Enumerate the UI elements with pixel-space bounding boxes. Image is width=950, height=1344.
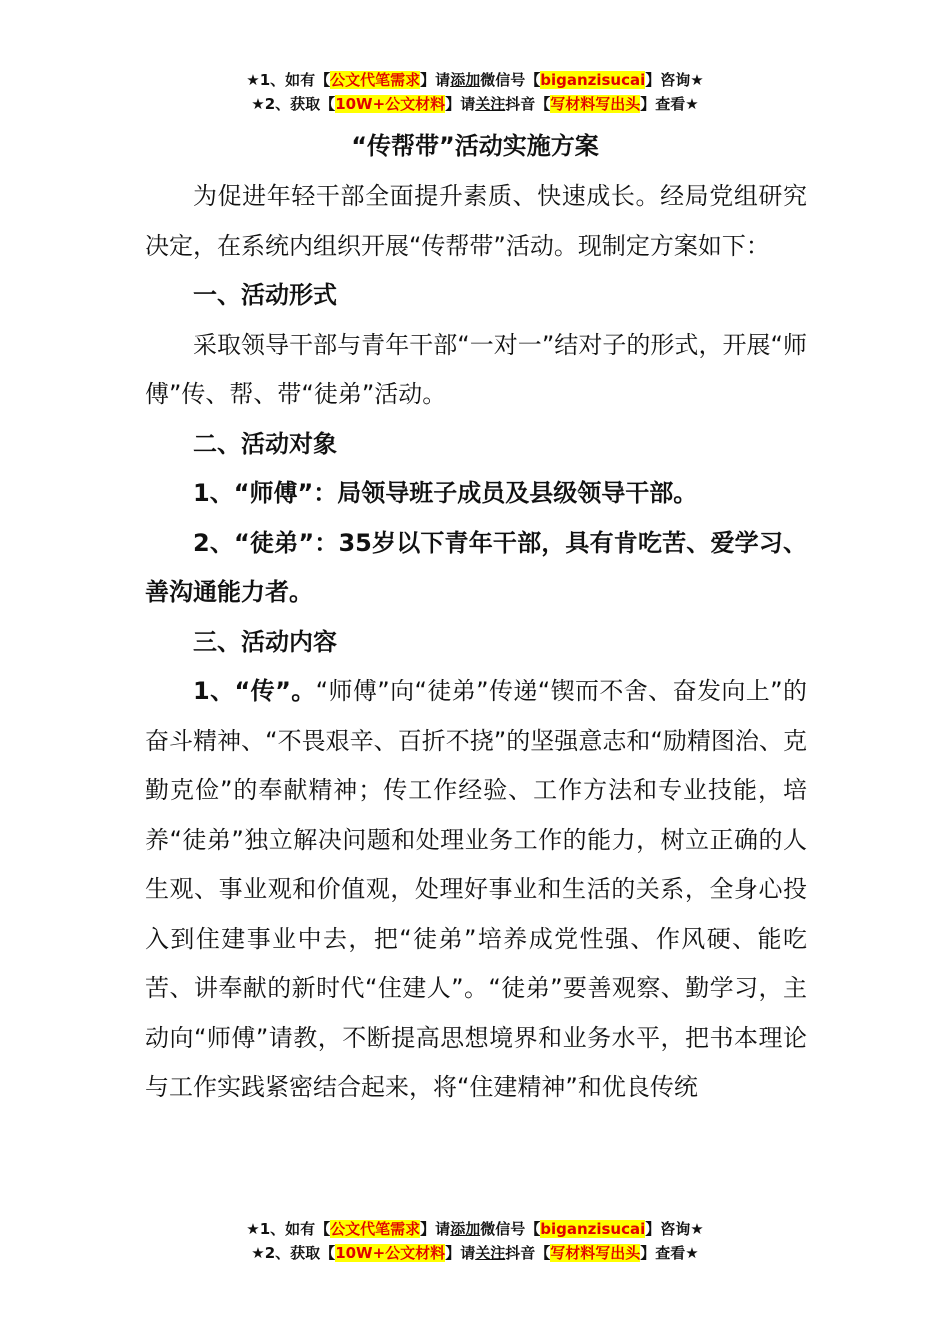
document-body bbox=[145, 172, 807, 1113]
banner-text: ★2、获取【 bbox=[251, 95, 336, 113]
list-item bbox=[145, 667, 807, 1113]
banner-line-1 bbox=[0, 68, 950, 92]
list-item: 1、“师傅”：局领导班子成员及县级领导干部。 bbox=[193, 479, 698, 507]
banner-text: 抖音【 bbox=[505, 95, 551, 113]
section-heading: 一、活动形式 bbox=[193, 281, 337, 309]
banner-text: 】查看★ bbox=[640, 95, 699, 113]
banner-highlight: biganzisucai bbox=[540, 71, 646, 89]
banner-highlight: 10W+公文材料 bbox=[335, 95, 446, 113]
section-heading: 三、活动内容 bbox=[193, 627, 337, 656]
banner-highlight: 公文代笔需求 bbox=[330, 1220, 421, 1238]
banner-text: 】查看★ bbox=[640, 1244, 699, 1262]
banner-text: 微信号【 bbox=[480, 71, 541, 89]
item-lead: 1、“传”。 bbox=[193, 677, 316, 705]
banner-highlight: 10W+公文材料 bbox=[335, 1244, 446, 1262]
banner-text: 】咨询★ bbox=[645, 71, 704, 89]
banner-text: 】请 bbox=[445, 95, 476, 113]
banner-underlined-text: 关注 bbox=[475, 95, 506, 113]
section-heading: 二、活动对象 bbox=[193, 429, 337, 458]
banner-line-2 bbox=[0, 1241, 950, 1265]
banner-highlight: 写材料写出头 bbox=[550, 1244, 641, 1262]
intro-paragraph: 为促进年轻干部全面提升素质、快速成长。经局党组研究决定，在系统内组织开展“传帮带”活动。现制定方案如下： bbox=[145, 182, 807, 260]
banner-text: ★1、如有【 bbox=[246, 1220, 331, 1238]
banner-text: 】咨询★ bbox=[645, 1220, 704, 1238]
list-item: 2、“徒弟”：35岁以下青年干部，具有肯吃苦、爱学习、善沟通能力者。 bbox=[145, 528, 807, 606]
header-banner bbox=[0, 68, 950, 116]
document-title: “传帮带”活动实施方案 bbox=[351, 132, 599, 160]
banner-text: ★1、如有【 bbox=[246, 71, 331, 89]
banner-underlined-text: 关注 bbox=[475, 1244, 506, 1262]
banner-text: 】请 bbox=[420, 71, 451, 89]
banner-line-2 bbox=[0, 92, 950, 116]
banner-underlined-text: 添加 bbox=[450, 1220, 481, 1238]
banner-text: 抖音【 bbox=[505, 1244, 551, 1262]
banner-text: 】请 bbox=[420, 1220, 451, 1238]
banner-line-1 bbox=[0, 1217, 950, 1241]
footer-banner bbox=[0, 1217, 950, 1265]
item-text: “师傅”向“徒弟”传递“锲而不舍、奋发向上”的奋斗精神、“不畏艰辛、百折不挠”的坚强意志和“励精图治、克勤克俭”的奉献精神；传工作经验、工作方法和专业技能，培养“徒弟”独立解决问题和处理业务工作的能力，树立正确的人生观、事业观和价值观，处理好事业和生活的关系，全身心投入到住建事业中去，把“徒弟”培养成党性强、作风硬、能吃苦、讲奉献的新时代“住建人”。“徒弟”要善观察、勤学习，主动向“师傅”请教，不断提高思想境界和业务水平，把书本理论与工作实践紧密结合起来，将“住建精神”和优良传统 bbox=[145, 677, 807, 1101]
banner-text: 微信号【 bbox=[480, 1220, 541, 1238]
banner-highlight: 写材料写出头 bbox=[550, 95, 641, 113]
banner-text: ★2、获取【 bbox=[251, 1244, 336, 1262]
banner-underlined-text: 添加 bbox=[450, 71, 481, 89]
banner-highlight: 公文代笔需求 bbox=[330, 71, 421, 89]
banner-text: 】请 bbox=[445, 1244, 476, 1262]
body-paragraph: 采取领导干部与青年干部“一对一”结对子的形式，开展“师傅”传、帮、带“徒弟”活动。 bbox=[145, 330, 807, 408]
banner-highlight: biganzisucai bbox=[540, 1220, 646, 1238]
